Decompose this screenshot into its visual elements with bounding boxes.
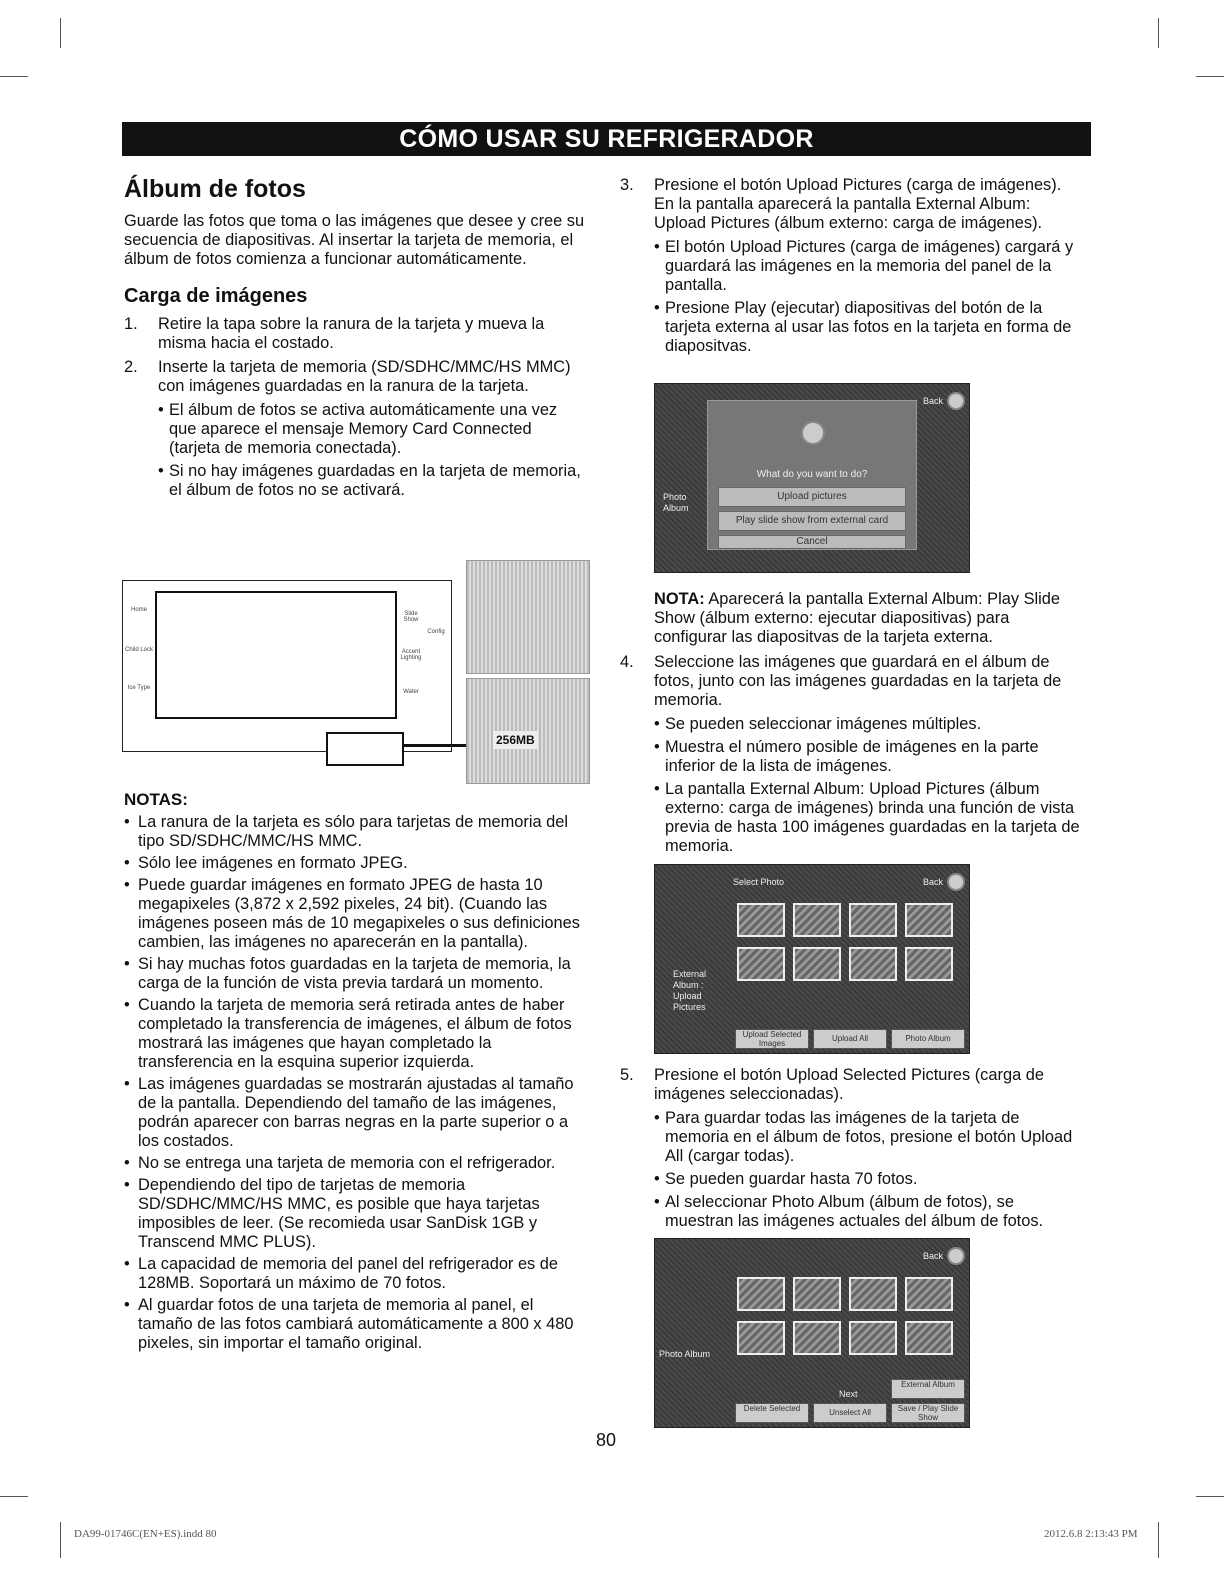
photo-thumbnail[interactable] (737, 903, 785, 937)
photo-thumbnail[interactable] (849, 947, 897, 981)
bullet-item: • El álbum de fotos se activa automáticamente una vez que aparece el mensaje Memory Card Connected (tarjeta de memoria conectada). (158, 401, 586, 458)
nota-paragraph (654, 590, 1085, 647)
arrow-line (404, 744, 468, 747)
nota-label: NOTA: (654, 590, 705, 608)
note-item: • Las imágenes guardadas se mostrarán ajustadas al tamaño de la pantalla. Dependiendo del tamaño de las imágenes, podrán aparecer con barras negras en la parte superior o a los costados. (124, 1075, 586, 1151)
upload-pictures-button[interactable]: Upload pictures (718, 487, 906, 507)
photo-album-side-label: Photo Album (659, 1349, 711, 1359)
step-item (620, 653, 1085, 710)
back-label: Back (923, 396, 944, 406)
subsection-title: Carga de imágenes (124, 285, 308, 307)
note-item: • Dependiendo del tipo de tarjetas de memoria SD/SDHC/MMC/HS MMC, es posible que haya tarjetas imposibles de leer. (Se recomieda usar SanDisk 1GB y Transcend MMC PLUS). (124, 1176, 586, 1252)
notes-section (124, 790, 586, 1356)
external-album-button[interactable]: External Album (891, 1379, 965, 1399)
right-column-mid (620, 590, 1085, 860)
bullet-item: • Para guardar todas las imágenes de la tarjeta de memoria en el álbum de fotos, presione el botón Upload All (cargar todas). (654, 1109, 1085, 1166)
bullet-item: • El botón Upload Pictures (carga de imágenes) cargará y guardará las imágenes en la memoria del panel de la pantalla. (654, 238, 1085, 295)
save-play-slideshow-button[interactable]: Save / Play Slide Show (891, 1403, 965, 1423)
control-panel-illustration (122, 580, 452, 752)
photo-thumbnail[interactable] (905, 1277, 953, 1311)
nota-text: Aparecerá la pantalla External Album: Play Slide Show (álbum externo: ejecutar diapositivas) para configurar las diapositvas de la tarjeta externa. (654, 590, 1061, 646)
photo-thumbnail[interactable] (793, 903, 841, 937)
photo-album-screenshot (654, 1238, 970, 1428)
right-column-bottom (620, 1066, 1085, 1235)
step-item (620, 1066, 1085, 1104)
left-column (124, 172, 586, 504)
bullet-item: • Se pueden guardar hasta 70 fotos. (654, 1170, 1085, 1189)
footer-file: DA99-01746C(EN+ES).indd 80 (74, 1528, 217, 1540)
bullet-item: • La pantalla External Album: Upload Pictures (álbum externo: carga de imágenes) brinda una función de vista previa de hasta 100 imágenes guardadas en la tarjeta de memoria. (654, 780, 1085, 856)
crop-mark (60, 1522, 61, 1558)
note-item: • La ranura de la tarjeta es sólo para tarjetas de memoria del tipo SD/SDHC/MMC/HS MMC. (124, 813, 586, 851)
crop-mark (0, 76, 28, 77)
select-photo-screenshot (654, 864, 970, 1054)
step-text: Seleccione las imágenes que guardará en el álbum de fotos, junto con las imágenes guardadas en la tarjeta de memoria. (654, 653, 1062, 709)
upload-dialog-screenshot (654, 383, 970, 573)
note-item: • Sólo lee imágenes en formato JPEG. (124, 854, 586, 873)
step-number: 4. (620, 653, 634, 671)
note-item: • La capacidad de memoria del panel del refrigerador es de 128MB. Soportará un máximo de 70 fotos. (124, 1255, 586, 1293)
crop-mark (1158, 1522, 1159, 1558)
step-text: Presione el botón Upload Pictures (carga de imágenes). En la pantalla aparecerá la pantalla External Album: Upload Pictures (álbum externo: carga de imágenes). (654, 176, 1062, 232)
photo-thumbnail[interactable] (793, 1321, 841, 1355)
accent-lighting-label: Accent Lighting (400, 649, 422, 661)
question-dialog (707, 400, 917, 550)
intro-paragraph: Guarde las fotos que toma o las imágenes que desee y cree su secuencia de diapositivas. Al insertar la tarjeta de memoria, el álbum de fotos comienza a funcionar automáticamente. (124, 212, 585, 268)
panel-screen (155, 591, 397, 719)
photo-thumbnail[interactable] (793, 947, 841, 981)
back-label: Back (923, 877, 944, 887)
child-lock-label: Child Lock (125, 647, 154, 653)
photo-thumbnail[interactable] (737, 947, 785, 981)
question-icon (801, 421, 825, 445)
photo-thumbnail[interactable] (905, 1321, 953, 1355)
photo-thumbnail[interactable] (849, 903, 897, 937)
photo-thumbnail[interactable] (849, 1277, 897, 1311)
next-label[interactable]: Next (839, 1389, 858, 1399)
config-label: Config (427, 629, 445, 635)
fridge-slot-photo (466, 678, 590, 784)
step-number: 3. (620, 176, 634, 194)
bullet-item: • Si no hay imágenes guardadas en la tarjeta de memoria, el álbum de fotos no se activará. (158, 462, 586, 500)
slide-show-label: Slide Show (403, 611, 419, 623)
step-number: 5. (620, 1066, 634, 1084)
upload-selected-button[interactable]: Upload Selected Images (735, 1029, 809, 1049)
step-item (620, 176, 1085, 233)
fridge-top-photo (466, 560, 590, 674)
photo-thumbnail[interactable] (905, 903, 953, 937)
external-album-side-label: External Album : Upload Pictures (673, 969, 707, 1012)
back-icon (947, 392, 965, 410)
back-label: Back (923, 1251, 944, 1261)
page-title: Álbum de fotos (124, 175, 306, 203)
back-icon (947, 1247, 965, 1265)
step-item (124, 315, 586, 353)
bullet-item: • Se pueden seleccionar imágenes múltiples. (654, 715, 1085, 734)
right-column-top (620, 176, 1085, 360)
step-text: Inserte la tarjeta de memoria (SD/SDHC/MMC/HS MMC) con imágenes guardadas en la ranura de la tarjeta. (158, 358, 571, 395)
bullet-item: • Al seleccionar Photo Album (álbum de fotos), se muestran las imágenes actuales del álbum de fotos. (654, 1193, 1085, 1231)
photo-album-button[interactable]: Photo Album (891, 1029, 965, 1049)
photo-thumbnail[interactable] (793, 1277, 841, 1311)
home-label: Home (130, 607, 147, 613)
step-number: 2. (124, 358, 138, 376)
unselect-all-button[interactable]: Unselect All (813, 1403, 887, 1423)
bullet-item: • Muestra el número posible de imágenes en la parte inferior de la lista de imágenes. (654, 738, 1085, 776)
note-item: • Al guardar fotos de una tarjeta de memoria al panel, el tamaño de las fotos cambiará automáticamente a 800 x 480 pixeles, sin importar el tamaño original. (124, 1296, 586, 1353)
crop-mark (0, 1496, 28, 1497)
photo-thumbnail[interactable] (737, 1277, 785, 1311)
photo-thumbnail[interactable] (905, 947, 953, 981)
screen-header-label: Select Photo (733, 877, 785, 887)
section-header: CÓMO USAR SU REFRIGERADOR (122, 122, 1091, 156)
notes-title: NOTAS: (124, 790, 188, 809)
dialog-question: What do you want to do? (756, 469, 868, 480)
photo-thumbnail[interactable] (737, 1321, 785, 1355)
note-item: • Cuando la tarjeta de memoria será retirada antes de haber completado la transferencia de imágenes, el álbum de fotos mostrará las imágenes que hayan completado la transferencia en la esquina superior izquierda. (124, 996, 586, 1072)
photo-album-side-label: Photo Album (663, 492, 689, 513)
bullet-item: • Presione Play (ejecutar) diapositivas del botón de la tarjeta externa al usar las fotos en la tarjeta en forma de diapositvas. (654, 299, 1085, 356)
card-size-label: 256MB (493, 731, 538, 749)
photo-thumbnail[interactable] (849, 1321, 897, 1355)
back-icon (947, 873, 965, 891)
delete-selected-button[interactable]: Delete Selected (735, 1403, 809, 1423)
note-item: • No se entrega una tarjeta de memoria con el refrigerador. (124, 1154, 586, 1173)
crop-mark (1196, 1496, 1224, 1497)
crop-mark (1158, 18, 1159, 48)
step-number: 1. (124, 315, 138, 333)
step-text: Retire la tapa sobre la ranura de la tarjeta y mueva la misma hacia el costado. (158, 315, 545, 352)
ice-type-label: Ice Type (127, 685, 151, 691)
card-slot (326, 732, 404, 766)
step-item (124, 358, 586, 396)
upload-all-button[interactable]: Upload All (813, 1029, 887, 1049)
cancel-button[interactable]: Cancel (718, 535, 906, 549)
footer-timestamp: 2012.6.8 2:13:43 PM (1044, 1528, 1138, 1540)
page-number: 80 (596, 1430, 617, 1450)
note-item: • Puede guardar imágenes en formato JPEG de hasta 10 megapixeles (3,872 x 2,592 pixeles, 24 bit). (Cuando las imágenes poseen más de 10 megapixeles o sus definiciones cambien, las imágenes no aparecerán en la pantalla). (124, 876, 586, 952)
note-item: • Si hay muchas fotos guardadas en la tarjeta de memoria, la carga de la función de vista previa tardará un momento. (124, 955, 586, 993)
crop-mark (60, 18, 61, 48)
step-text: Presione el botón Upload Selected Pictures (carga de imágenes seleccionadas). (654, 1066, 1044, 1103)
water-label: Water (403, 689, 419, 695)
crop-mark (1196, 76, 1224, 77)
play-slideshow-button[interactable]: Play slide show from external card (718, 511, 906, 531)
